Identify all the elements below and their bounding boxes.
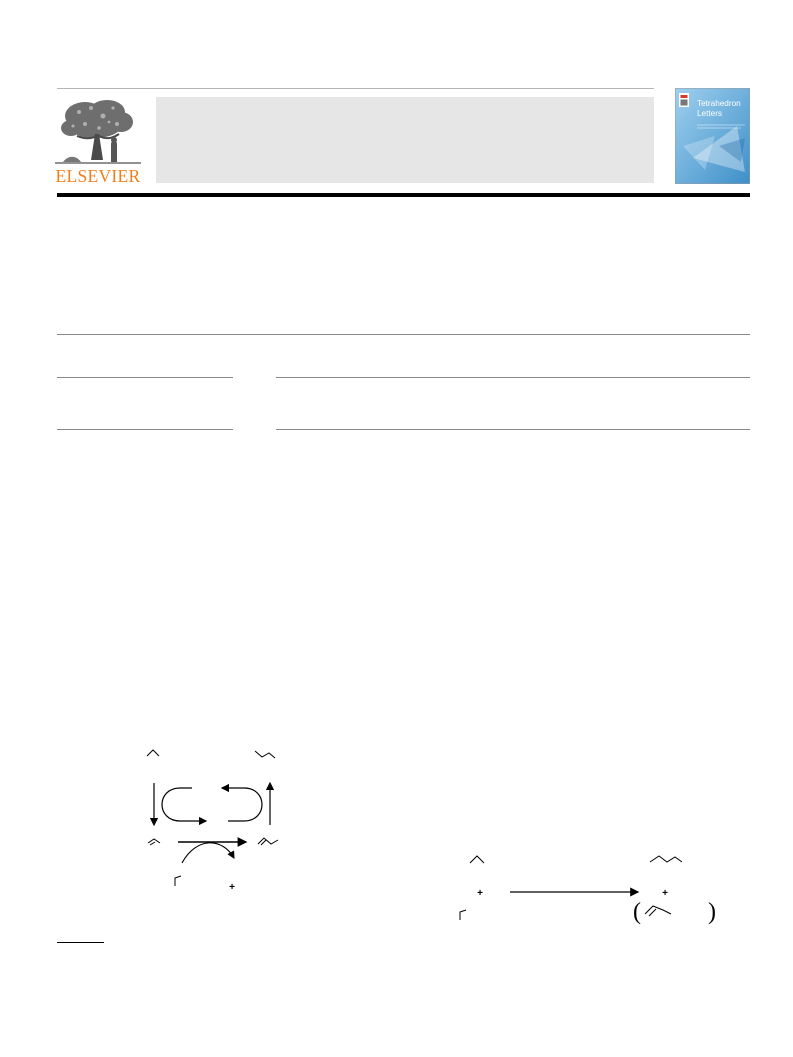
reaction-scheme-cycle — [140, 745, 290, 895]
article-info-rule-top — [57, 377, 233, 378]
bond-fragment-bottom-right — [258, 838, 278, 845]
footnote-rule — [57, 942, 104, 943]
header-banner — [156, 97, 654, 183]
bond-fragment-top-left — [147, 750, 159, 756]
header-thick-rule — [57, 193, 750, 197]
scheme-2-plus-right: + — [662, 888, 668, 899]
bond-fragment-small — [175, 876, 181, 886]
scheme-2-paren-open: ( — [633, 899, 641, 925]
bond-fragment-top-right — [255, 751, 275, 758]
curved-arrow-right — [222, 788, 262, 821]
publisher-logo — [55, 96, 141, 186]
bond-fragment-reactant — [470, 856, 484, 863]
article-info-rule-bottom — [57, 429, 233, 430]
bond-fragment-bracketed — [645, 906, 671, 916]
reaction-scheme-equation — [450, 850, 730, 930]
scheme-1-plus-sign: + — [229, 882, 235, 893]
abstract-rule-top — [276, 377, 750, 378]
scheme-2-plus-left: + — [477, 888, 483, 899]
journal-cover-title: Tetrahedron Letters — [697, 99, 741, 118]
curved-arrow-bottom — [182, 843, 234, 863]
journal-cover-thumbnail — [675, 88, 750, 184]
publisher-name: ELSEVIER — [55, 166, 141, 186]
tree-logo-icon — [55, 96, 141, 166]
header-top-rule — [57, 88, 654, 89]
scheme-2-paren-close: ) — [708, 899, 716, 925]
bond-fragment-bottom-left — [148, 839, 160, 845]
abstract-rule-bottom — [276, 429, 750, 430]
article-divider-rule — [57, 334, 750, 335]
curved-arrow-left — [162, 788, 206, 821]
bond-fragment-product — [650, 856, 682, 862]
bond-fragment-small — [460, 910, 466, 920]
